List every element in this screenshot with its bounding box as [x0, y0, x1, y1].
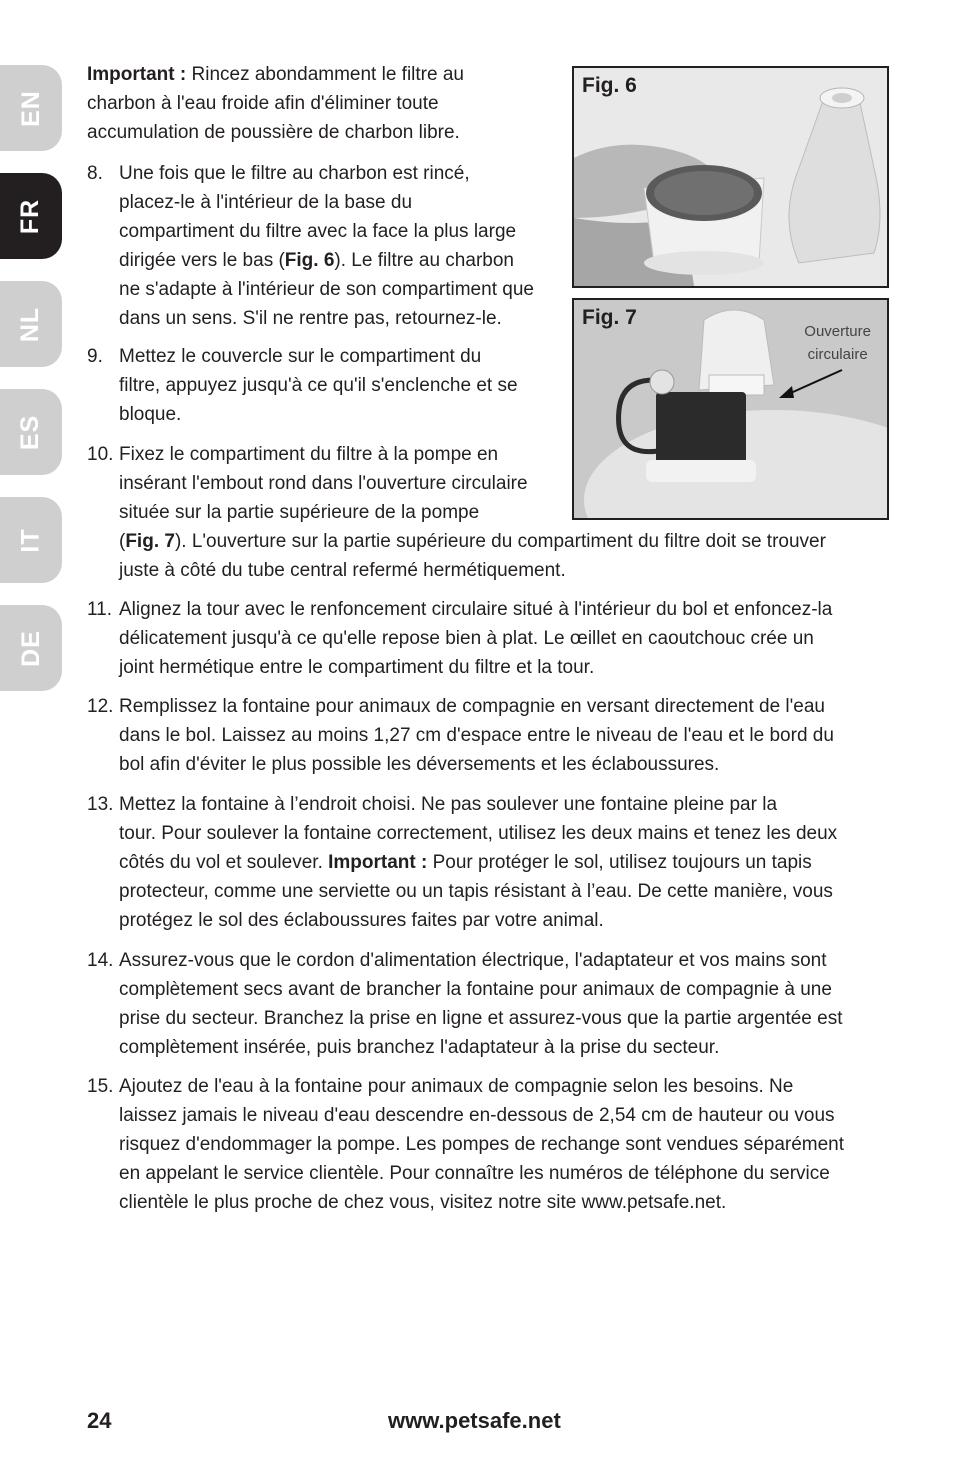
- step-line: dans le bol. Laissez au moins 1,27 cm d'espace entre le niveau de l'eau et le bord du: [119, 725, 834, 746]
- step-line: (: [119, 531, 126, 552]
- figure-7-callout: [804, 320, 871, 366]
- step-line: Alignez la tour avec le renfoncement circulaire situé à l'intérieur du bol et enfoncez-la: [119, 599, 833, 620]
- callout-line: circulaire: [807, 346, 868, 363]
- step-line: bol afin d'éviter le plus possible les déversements et les éclaboussures.: [119, 754, 720, 775]
- figure-6: [572, 66, 889, 288]
- step-number: 12.: [87, 696, 114, 717]
- step-line: dans un sens. S'il ne rentre pas, retournez-le.: [119, 308, 502, 329]
- callout-line: Ouverture: [804, 323, 871, 340]
- fig-6-reference: Fig. 6: [284, 250, 335, 271]
- step-line: bloque.: [119, 404, 182, 425]
- step-line: complètement insérée, puis branchez l'adaptateur à la prise du secteur.: [119, 1037, 720, 1058]
- step-line: ). Le filtre au charbon: [334, 250, 514, 271]
- step-line: ). L'ouverture sur la partie supérieure du compartiment du filtre doit se trouver: [174, 531, 826, 552]
- step-line: clientèle le plus proche de chez vous, visitez notre site www.petsafe.net.: [119, 1192, 727, 1213]
- important-label: Important :: [328, 852, 428, 873]
- step-line: Fixez le compartiment du filtre à la pompe en: [119, 444, 499, 465]
- tab-en[interactable]: [0, 65, 62, 151]
- step-line: joint hermétique entre le compartiment du filtre et la tour.: [119, 657, 595, 678]
- step-line: insérant l'embout rond dans l'ouverture circulaire: [119, 473, 528, 494]
- step-line: en appelant le service clientèle. Pour connaître les numéros de téléphone du service: [119, 1163, 830, 1184]
- step-line: juste à côté du tube central refermé hermétiquement.: [119, 560, 566, 581]
- intro-line: Rincez abondamment le filtre au: [191, 64, 464, 85]
- tab-it[interactable]: [0, 497, 62, 583]
- step-line: risquez d'endommager la pompe. Les pompes de rechange sont vendues séparément: [119, 1134, 845, 1155]
- step-line: filtre, appuyez jusqu'à ce qu'il s'enclenche et se: [119, 375, 518, 396]
- page-number: 24: [87, 1408, 112, 1433]
- step-line: placez-le à l'intérieur de la base du: [119, 192, 413, 213]
- figure-7-label: Fig. 7: [582, 306, 637, 329]
- step-number: 11.: [87, 599, 113, 620]
- figure-6-photo: [574, 68, 887, 286]
- tab-fr[interactable]: [0, 173, 62, 259]
- tab-es[interactable]: [0, 389, 62, 475]
- step-line: compartiment du filtre avec la face la plus large: [119, 221, 517, 242]
- step-line: Mettez la fontaine à l’endroit choisi. Ne pas soulever une fontaine pleine par la: [119, 794, 778, 815]
- step-line: Ajoutez de l'eau à la fontaine pour animaux de compagnie selon les besoins. Ne: [119, 1076, 794, 1097]
- step-line: dirigée vers le bas (: [119, 250, 285, 271]
- step-line: complètement secs avant de brancher la fontaine pour animaux de compagnie à une: [119, 979, 832, 1000]
- step-number: 14.: [87, 950, 114, 971]
- tab-de[interactable]: [0, 605, 62, 691]
- intro-line: accumulation de poussière de charbon libre.: [87, 122, 460, 143]
- figure-7: [572, 298, 889, 520]
- fig-7-reference: Fig. 7: [125, 531, 175, 552]
- step-line: côtés du vol et soulever.: [119, 852, 329, 873]
- intro-important-label: Important :: [87, 64, 187, 85]
- tab-nl-label: NL: [16, 306, 45, 342]
- intro-line: charbon à l'eau froide afin d'éliminer toute: [87, 93, 439, 114]
- step-line: protégez le sol des éclaboussures faites par votre animal.: [119, 910, 604, 931]
- tab-es-label: ES: [16, 414, 45, 450]
- step-line: tour. Pour soulever la fontaine correctement, utilisez les deux mains et tenez les deux: [119, 823, 838, 844]
- tab-fr-label: FR: [16, 198, 45, 234]
- footer-url[interactable]: www.petsafe.net: [388, 1408, 561, 1433]
- step-line: laissez jamais le niveau d'eau descendre en-dessous de 2,54 cm de hauteur ou vous: [119, 1105, 835, 1126]
- step-line: délicatement jusqu'à ce qu'elle repose bien à plat. Le œillet en caoutchouc crée un: [119, 628, 814, 649]
- tab-de-label: DE: [16, 629, 45, 667]
- step-number: 13.: [87, 794, 114, 815]
- step-line: prise du secteur. Branchez la prise en ligne et assurez-vous que la partie argentée est: [119, 1008, 843, 1029]
- step-number: 10.: [87, 444, 114, 465]
- step-line: située sur la partie supérieure de la pompe: [119, 502, 480, 523]
- step-line: protecteur, comme une serviette ou un tapis résistant à l’eau. De cette manière, vous: [119, 881, 833, 902]
- step-line: Mettez le couvercle sur le compartiment du: [119, 346, 482, 367]
- step-line: Remplissez la fontaine pour animaux de compagnie en versant directement de l'eau: [119, 696, 825, 717]
- step-line: Pour protéger le sol, utilisez toujours un tapis: [427, 852, 812, 873]
- figure-6-label: Fig. 6: [582, 74, 637, 97]
- tab-en-label: EN: [16, 89, 45, 127]
- tab-nl[interactable]: [0, 281, 62, 367]
- intro-paragraph: [87, 60, 464, 147]
- step-line: Assurez-vous que le cordon d'alimentation électrique, l'adaptateur et vos mains sont: [119, 950, 827, 971]
- step-line: ne s'adapte à l'intérieur de son compartiment que: [119, 279, 534, 300]
- tab-it-label: IT: [16, 527, 45, 553]
- step-number: 15.: [87, 1076, 114, 1097]
- step-number: 9.: [87, 346, 103, 367]
- step-number: 8.: [87, 163, 103, 184]
- step-line: Une fois que le filtre au charbon est rincé,: [119, 163, 470, 184]
